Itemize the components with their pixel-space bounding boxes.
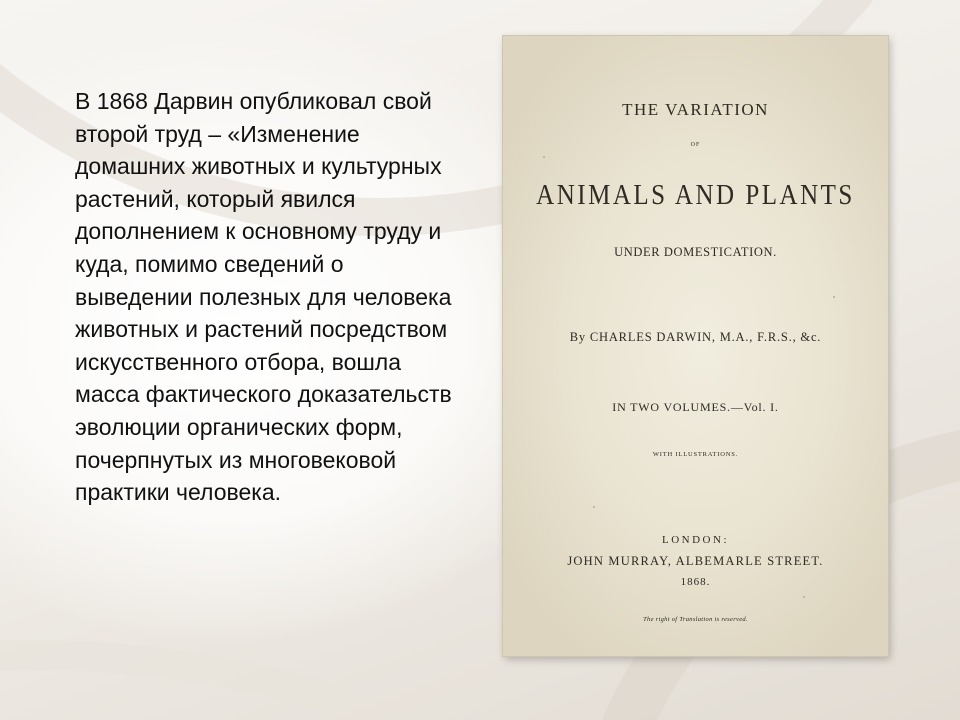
book-title: THE VARIATION xyxy=(622,100,769,119)
book-volumes: IN TWO VOLUMES.—Vol. I. xyxy=(612,400,779,414)
book-year: 1868. xyxy=(680,576,711,588)
slide-body-text: В 1868 Дарвин опубликовал свой второй труд – «Изменение домашних животных и культурных растений, который явился дополнением к основному труду и куда, помимо сведений о выведении полезных для человека животных и растений посредством искусственного отбора, вошла масса фактического доказательств эволюции органических форм, почерпнутых из многовековой практики человека. xyxy=(75,88,452,506)
book-rights-note: The right of Translation is reserved. xyxy=(643,616,748,623)
paper-speck xyxy=(803,596,805,598)
book-city: LONDON: xyxy=(662,534,729,546)
paper-speck xyxy=(593,506,595,508)
book-title-of: OF xyxy=(690,142,701,148)
book-subtitle: UNDER DOMESTICATION. xyxy=(614,245,777,259)
paper-speck xyxy=(543,156,545,158)
book-author: By CHARLES DARWIN, M.A., F.R.S., &c. xyxy=(569,330,822,344)
book-publisher: JOHN MURRAY, ALBEMARLE STREET. xyxy=(567,554,824,568)
book-illustrations: WITH ILLUSTRATIONS. xyxy=(652,451,739,458)
book-title-page-image xyxy=(503,36,888,656)
book-main-title: ANIMALS AND PLANTS xyxy=(536,179,855,211)
paper-speck xyxy=(833,296,835,298)
